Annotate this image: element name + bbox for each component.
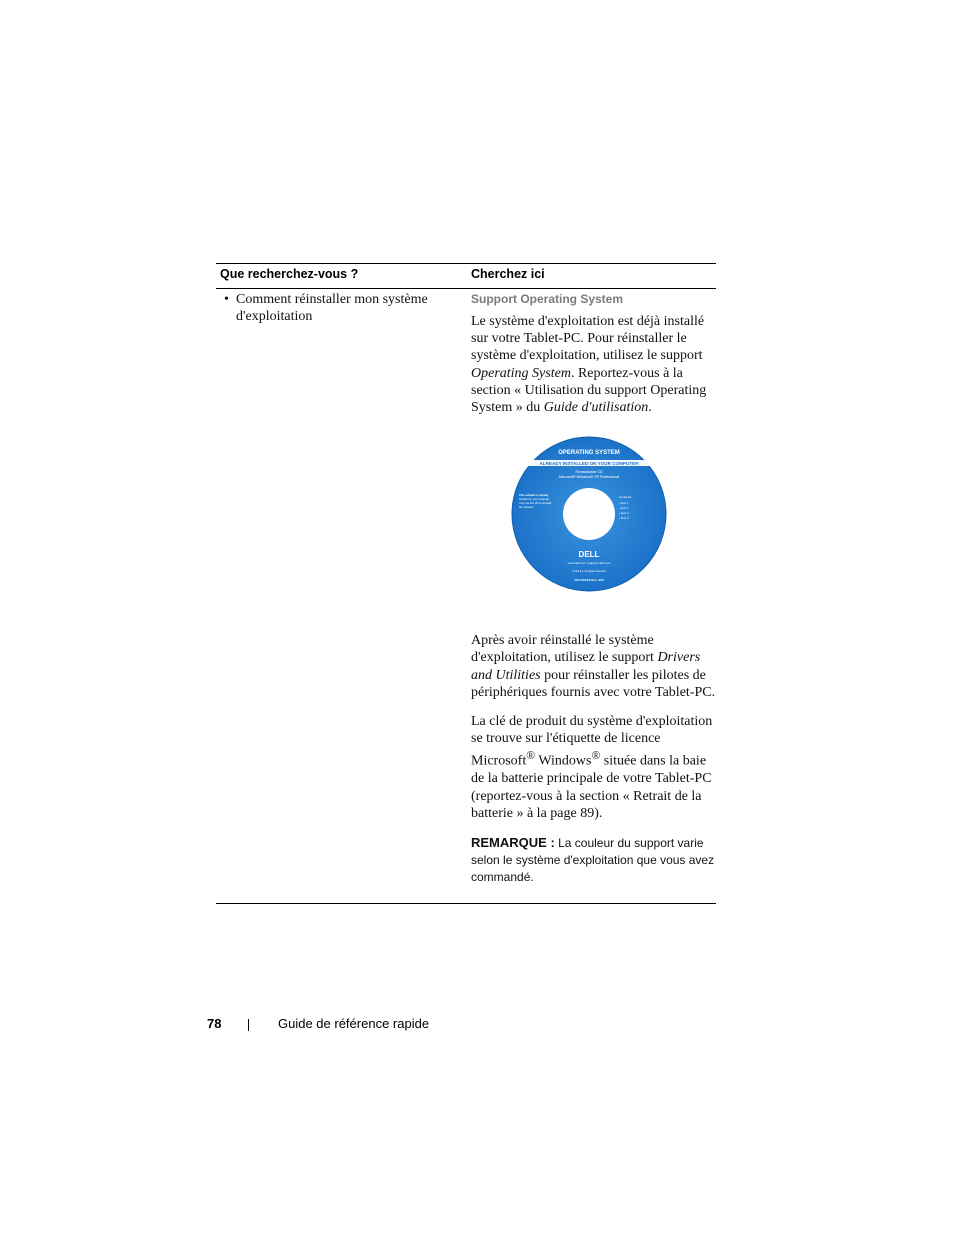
cd-subtitle: ALREADY INSTALLED ON YOUR COMPUTER [539, 461, 639, 467]
cd-disc-icon [511, 436, 667, 592]
left-cell [220, 291, 450, 325]
cd-logo: DELL [578, 550, 600, 560]
subhead: Support Operating System [471, 292, 624, 306]
footer-separator [248, 1019, 249, 1031]
cd-left-1: This software is already [519, 494, 549, 498]
header-left: Que recherchez-vous ? [220, 267, 359, 281]
paragraph-2: Après avoir réinstallé le système d'exploitation, utilisez le support Drivers and Utilities pour réinstaller les pilotes de périphériques fournis avec votre Tablet-PC. [471, 633, 716, 700]
cd-bottom-2: P/N XXXXX Rev. A00 [574, 578, 604, 583]
left-item: Comment réinstaller mon système d'exploitation [236, 292, 428, 324]
table-header-rule [216, 288, 716, 289]
cd-line2: Microsoft® Windows® XP Professional [558, 475, 620, 480]
cd-title: OPERATING SYSTEM [558, 450, 620, 457]
footer-title: Guide de référence rapide [278, 1016, 430, 1031]
cd-right-4: • Item 4 [619, 516, 629, 521]
note-text: La couleur du support varie selon le système d'exploitation que vous avez commandé. [471, 835, 715, 884]
cd-right-3: • Item 3 [619, 511, 629, 516]
page-number: 78 [207, 1016, 222, 1031]
cd-left-2: installed on your computer. [519, 498, 550, 502]
table-top-rule [216, 263, 716, 264]
paragraph-1: Le système d'exploitation est déjà installé sur votre Tablet-PC. Pour réinstaller le système d'exploitation, utilisez le support Operating System. Reportez-vous à la section « Utilisation du support Operating System » du Guide d'utilisation. [471, 314, 707, 416]
bullet: • [224, 292, 229, 307]
header-right: Cherchez ici [471, 267, 545, 281]
cd-right-2: • Item 2 [619, 506, 629, 511]
cd-right-head: Contents: [619, 495, 632, 500]
paragraph-3: La clé de produit du système d'exploitation se trouve sur l'étiquette de licence Microsoft® Windows® située dans la baie de la batterie principale de votre Tablet-PC (reportez-vous à la section « Retrait de la batterie » à la page 89). [471, 714, 713, 821]
cd-url: www.dell.com | support.dell.com [567, 561, 611, 566]
note-label: REMARQUE : [471, 834, 555, 850]
cd-image [471, 436, 716, 618]
cd-left-4: the software. [519, 506, 534, 510]
cd-bottom-1: © Dell Inc. All rights reserved. [571, 570, 607, 574]
right-cell [471, 291, 716, 886]
table-bottom-rule [216, 903, 716, 904]
cd-right-1: • Item 1 [619, 501, 629, 506]
note [471, 834, 716, 886]
cd-left-3: Only use this CD to reinstall [519, 502, 552, 506]
cd-line1: Reinstallation CD [575, 470, 603, 475]
